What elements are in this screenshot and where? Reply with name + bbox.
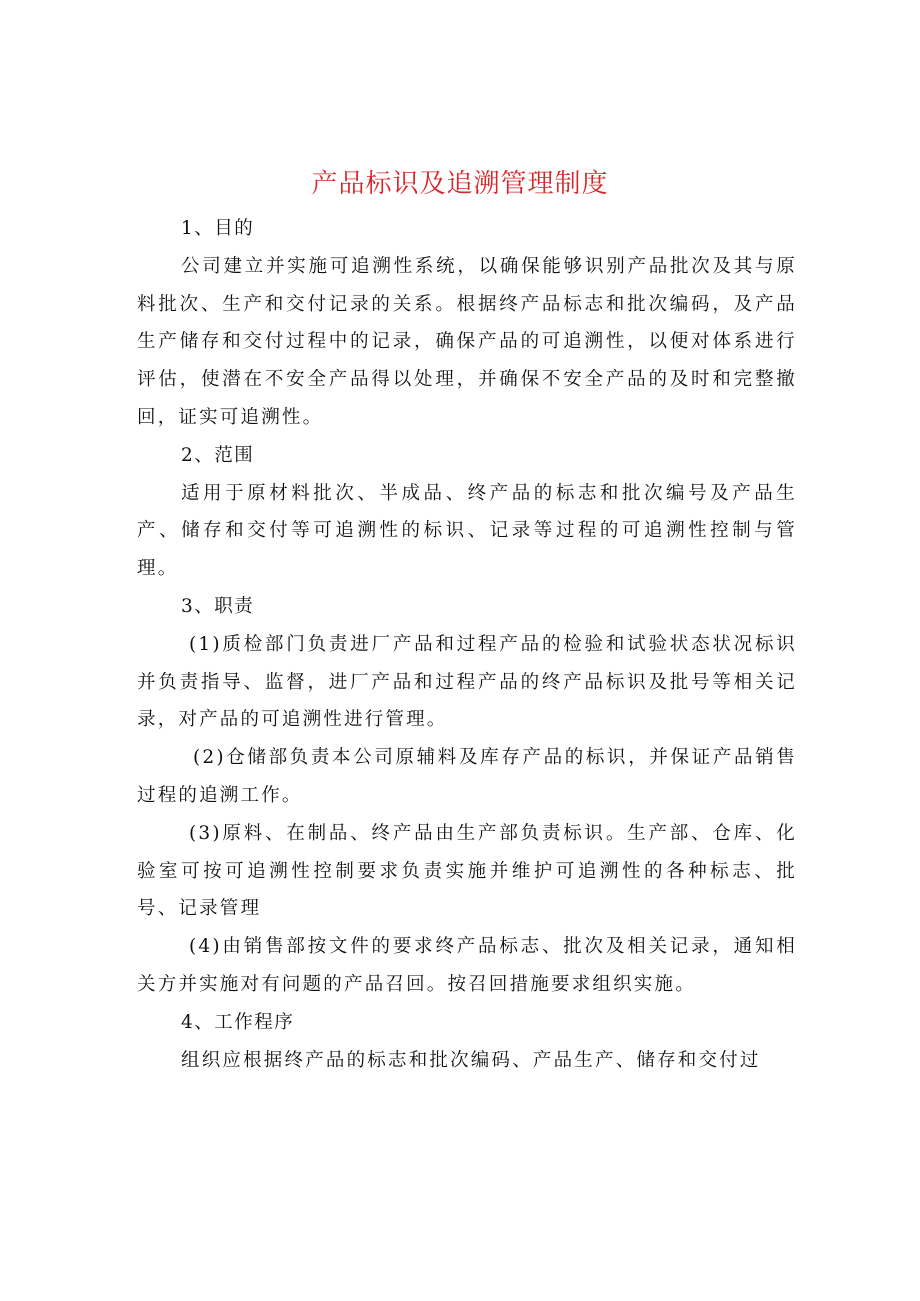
responsibility-item-3: (3)原料、在制品、终产品由生产部负责标识。生产部、仓库、化验室可按可追溯性控制要求负责实施并维护可追溯性的各种标志、批号、记录管理 — [137, 822, 797, 920]
procedure-paragraph: 组织应根据终产品的标志和批次编码、产品生产、储存和交付过 — [181, 1049, 761, 1071]
section-heading-procedure: 4、工作程序 — [181, 1011, 295, 1033]
responsibility-item-4: (4)由销售部按文件的要求终产品标志、批次及相关记录，通知相关方并实施对有问题的产品召回。按召回措施要求组织实施。 — [137, 936, 797, 995]
section-heading-responsibilities: 3、职责 — [181, 595, 255, 617]
responsibility-item-1: (1)质检部门负责进厂产品和过程产品的检验和试验状态状况标识并负责指导、监督，进厂产品和过程产品的终产品标识及批号等相关记录，对产品的可追溯性进行管理。 — [137, 633, 797, 731]
section-heading-scope: 2、范围 — [181, 444, 255, 466]
responsibility-item-2: (2)仓储部负责本公司原辅料及库存产品的标识，并保证产品销售过程的追溯工作。 — [137, 747, 797, 806]
document-body — [137, 210, 797, 1079]
document-title: 产品标识及追溯管理制度 — [311, 169, 609, 199]
section-heading-purpose: 1、目的 — [181, 218, 255, 239]
purpose-paragraph: 公司建立并实施可追溯性系统，以确保能够识别产品批次及其与原料批次、生产和交付记录的关系。根据终产品标志和批次编码，及产品生产储存和交付过程中的记录，确保产品的可追溯性，以便对体系进行评估，使潜在不安全产品得以处理，并确保不安全产品的及时和完整撤回，证实可追溯性。 — [137, 255, 797, 428]
scope-paragraph: 适用于原材料批次、半成品、终产品的标志和批次编号及产品生产、储存和交付等可追溯性的标识、记录等过程的可追溯性控制与管理。 — [137, 482, 797, 580]
